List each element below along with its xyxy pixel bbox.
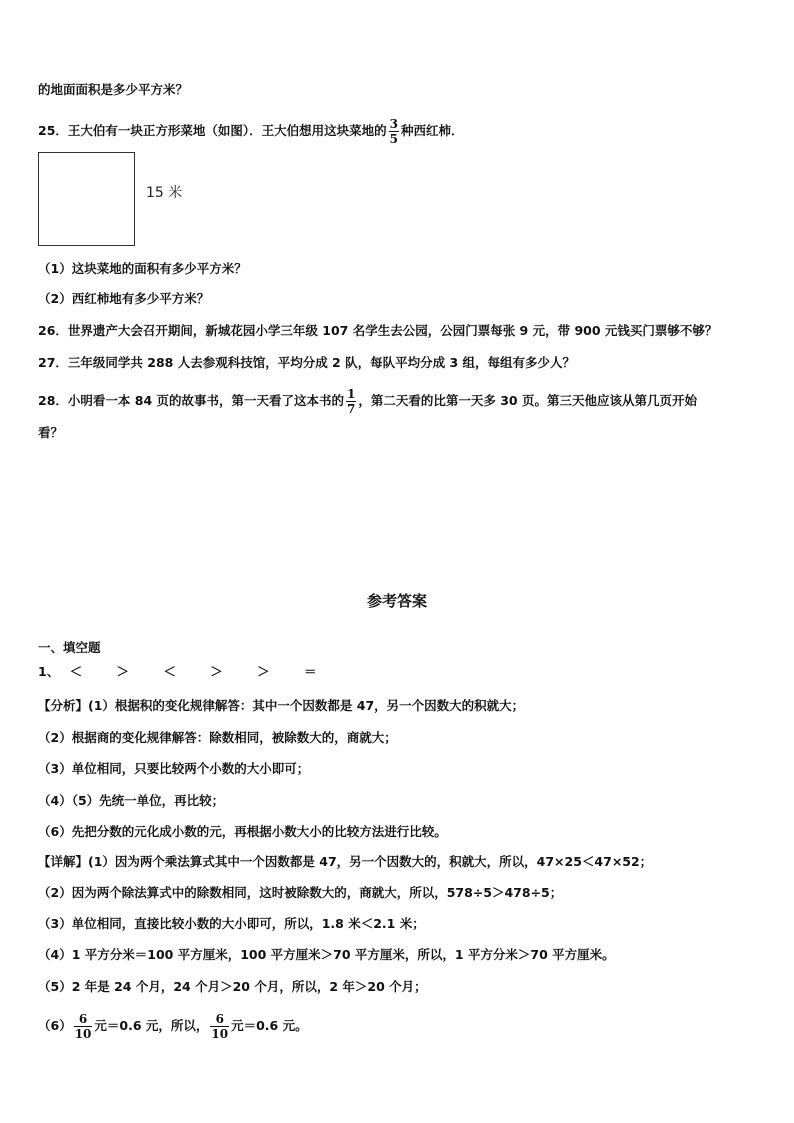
analysis-3: （3）单位相同，只要比较两个小数的大小即可；: [38, 761, 310, 776]
q24-tail: 的地面面积是多少平方米？: [38, 82, 189, 97]
q28-line2: 看？: [38, 425, 64, 440]
square-side-label: 15 米: [146, 185, 183, 201]
symbol-4: ＞: [210, 664, 223, 679]
frac-b-num: 6: [210, 1012, 229, 1027]
section-fill-blanks: 一、填空题: [38, 640, 101, 655]
q25-frac-den: 5: [389, 132, 399, 146]
analysis-1: 【分析】(1）根据积的变化规律解答：其中一个因数都是 47，另一个因数大的积就大；: [38, 698, 525, 713]
q28-text-before: 28．小明看一本 84 页的故事书，第一天看了这本书的: [38, 393, 344, 408]
q28-frac-den: 7: [347, 402, 356, 416]
q25-frac-num: 3: [389, 117, 399, 131]
q25-sub2: （2）西红柿地有多少平方米？: [38, 291, 210, 306]
q25-fraction: [389, 117, 399, 146]
q28-frac-num: 1: [347, 387, 356, 401]
frac-a-den: 10: [74, 1027, 92, 1041]
detail-6-end: 元＝0.6 元。: [231, 1018, 308, 1033]
detail-1: 【详解】(1）因为两个乘法算式其中一个因数都是 47，另一个因数大的，积就大，所以，47×25＜47×52；: [38, 854, 653, 869]
q28-text-after: ，第二天看的比第一天多 30 页。第三天他应该从第几页开始: [358, 393, 697, 408]
analysis-2: （2）根据商的变化规律解答：除数相同，被除数大的，商就大；: [38, 730, 397, 745]
q26: 26．世界遗产大会召开期间，新城花园小学三年级 107 名学生去公园，公园门票每张 9 元，带 900 元钱买门票够不够？: [38, 323, 718, 338]
detail-6: [38, 1012, 308, 1041]
q28-fraction: [346, 387, 356, 416]
q25-sub1: （1）这块菜地的面积有多少平方米？: [38, 261, 247, 276]
frac-a-num: 6: [74, 1012, 93, 1027]
q25-text-after: 种西红柿．: [401, 123, 464, 138]
symbol-1: ＜: [69, 664, 83, 679]
detail-4: （4）1 平方分米＝100 平方厘米，100 平方厘米＞70 平方厘米，所以，1 平方分米＞70 平方厘米。: [38, 947, 615, 962]
q27: 27．三年级同学共 288 人去参观科技馆，平均分成 2 队，每队平均分成 3 组，每组有多少人？: [38, 355, 575, 370]
q25-text-before: 25．王大伯有一块正方形菜地（如图）．王大伯想用这块菜地的: [38, 123, 387, 138]
q28-stem: [38, 387, 697, 416]
answer-1-symbols: [38, 662, 346, 682]
analysis-5: （6）先把分数的元化成小数的元，再根据小数大小的比较方法进行比较。: [38, 824, 447, 839]
answer-item-label: 1、: [38, 664, 60, 679]
analysis-4: （4）（5）先统一单位，再比较；: [38, 793, 225, 808]
vegetable-plot-square: [38, 152, 135, 246]
detail-6-prefix: （6）: [38, 1018, 72, 1033]
answers-title: 参考答案: [366, 592, 427, 610]
frac-b-den: 10: [211, 1027, 229, 1041]
detail-3: （3）单位相同，直接比较小数的大小即可，所以，1.8 米＜2.1 米；: [38, 916, 425, 931]
detail-6-fraction-b: [210, 1012, 229, 1041]
symbol-3: ＜: [163, 664, 176, 679]
q25-stem: [38, 117, 464, 146]
detail-5: （5）2 年是 24 个月，24 个月＞20 个月，所以，2 年＞20 个月；: [38, 979, 427, 994]
symbol-2: ＞: [116, 664, 129, 679]
detail-2: （2）因为两个除法算式中的除数相同，这时被除数大的，商就大，所以，578÷5＞478÷5；: [38, 885, 563, 900]
detail-6-mid: 元＝0.6 元，所以，: [94, 1018, 209, 1033]
symbol-5: ＞: [257, 664, 270, 679]
detail-6-fraction-a: [74, 1012, 93, 1041]
symbol-6: ＝: [303, 664, 317, 679]
